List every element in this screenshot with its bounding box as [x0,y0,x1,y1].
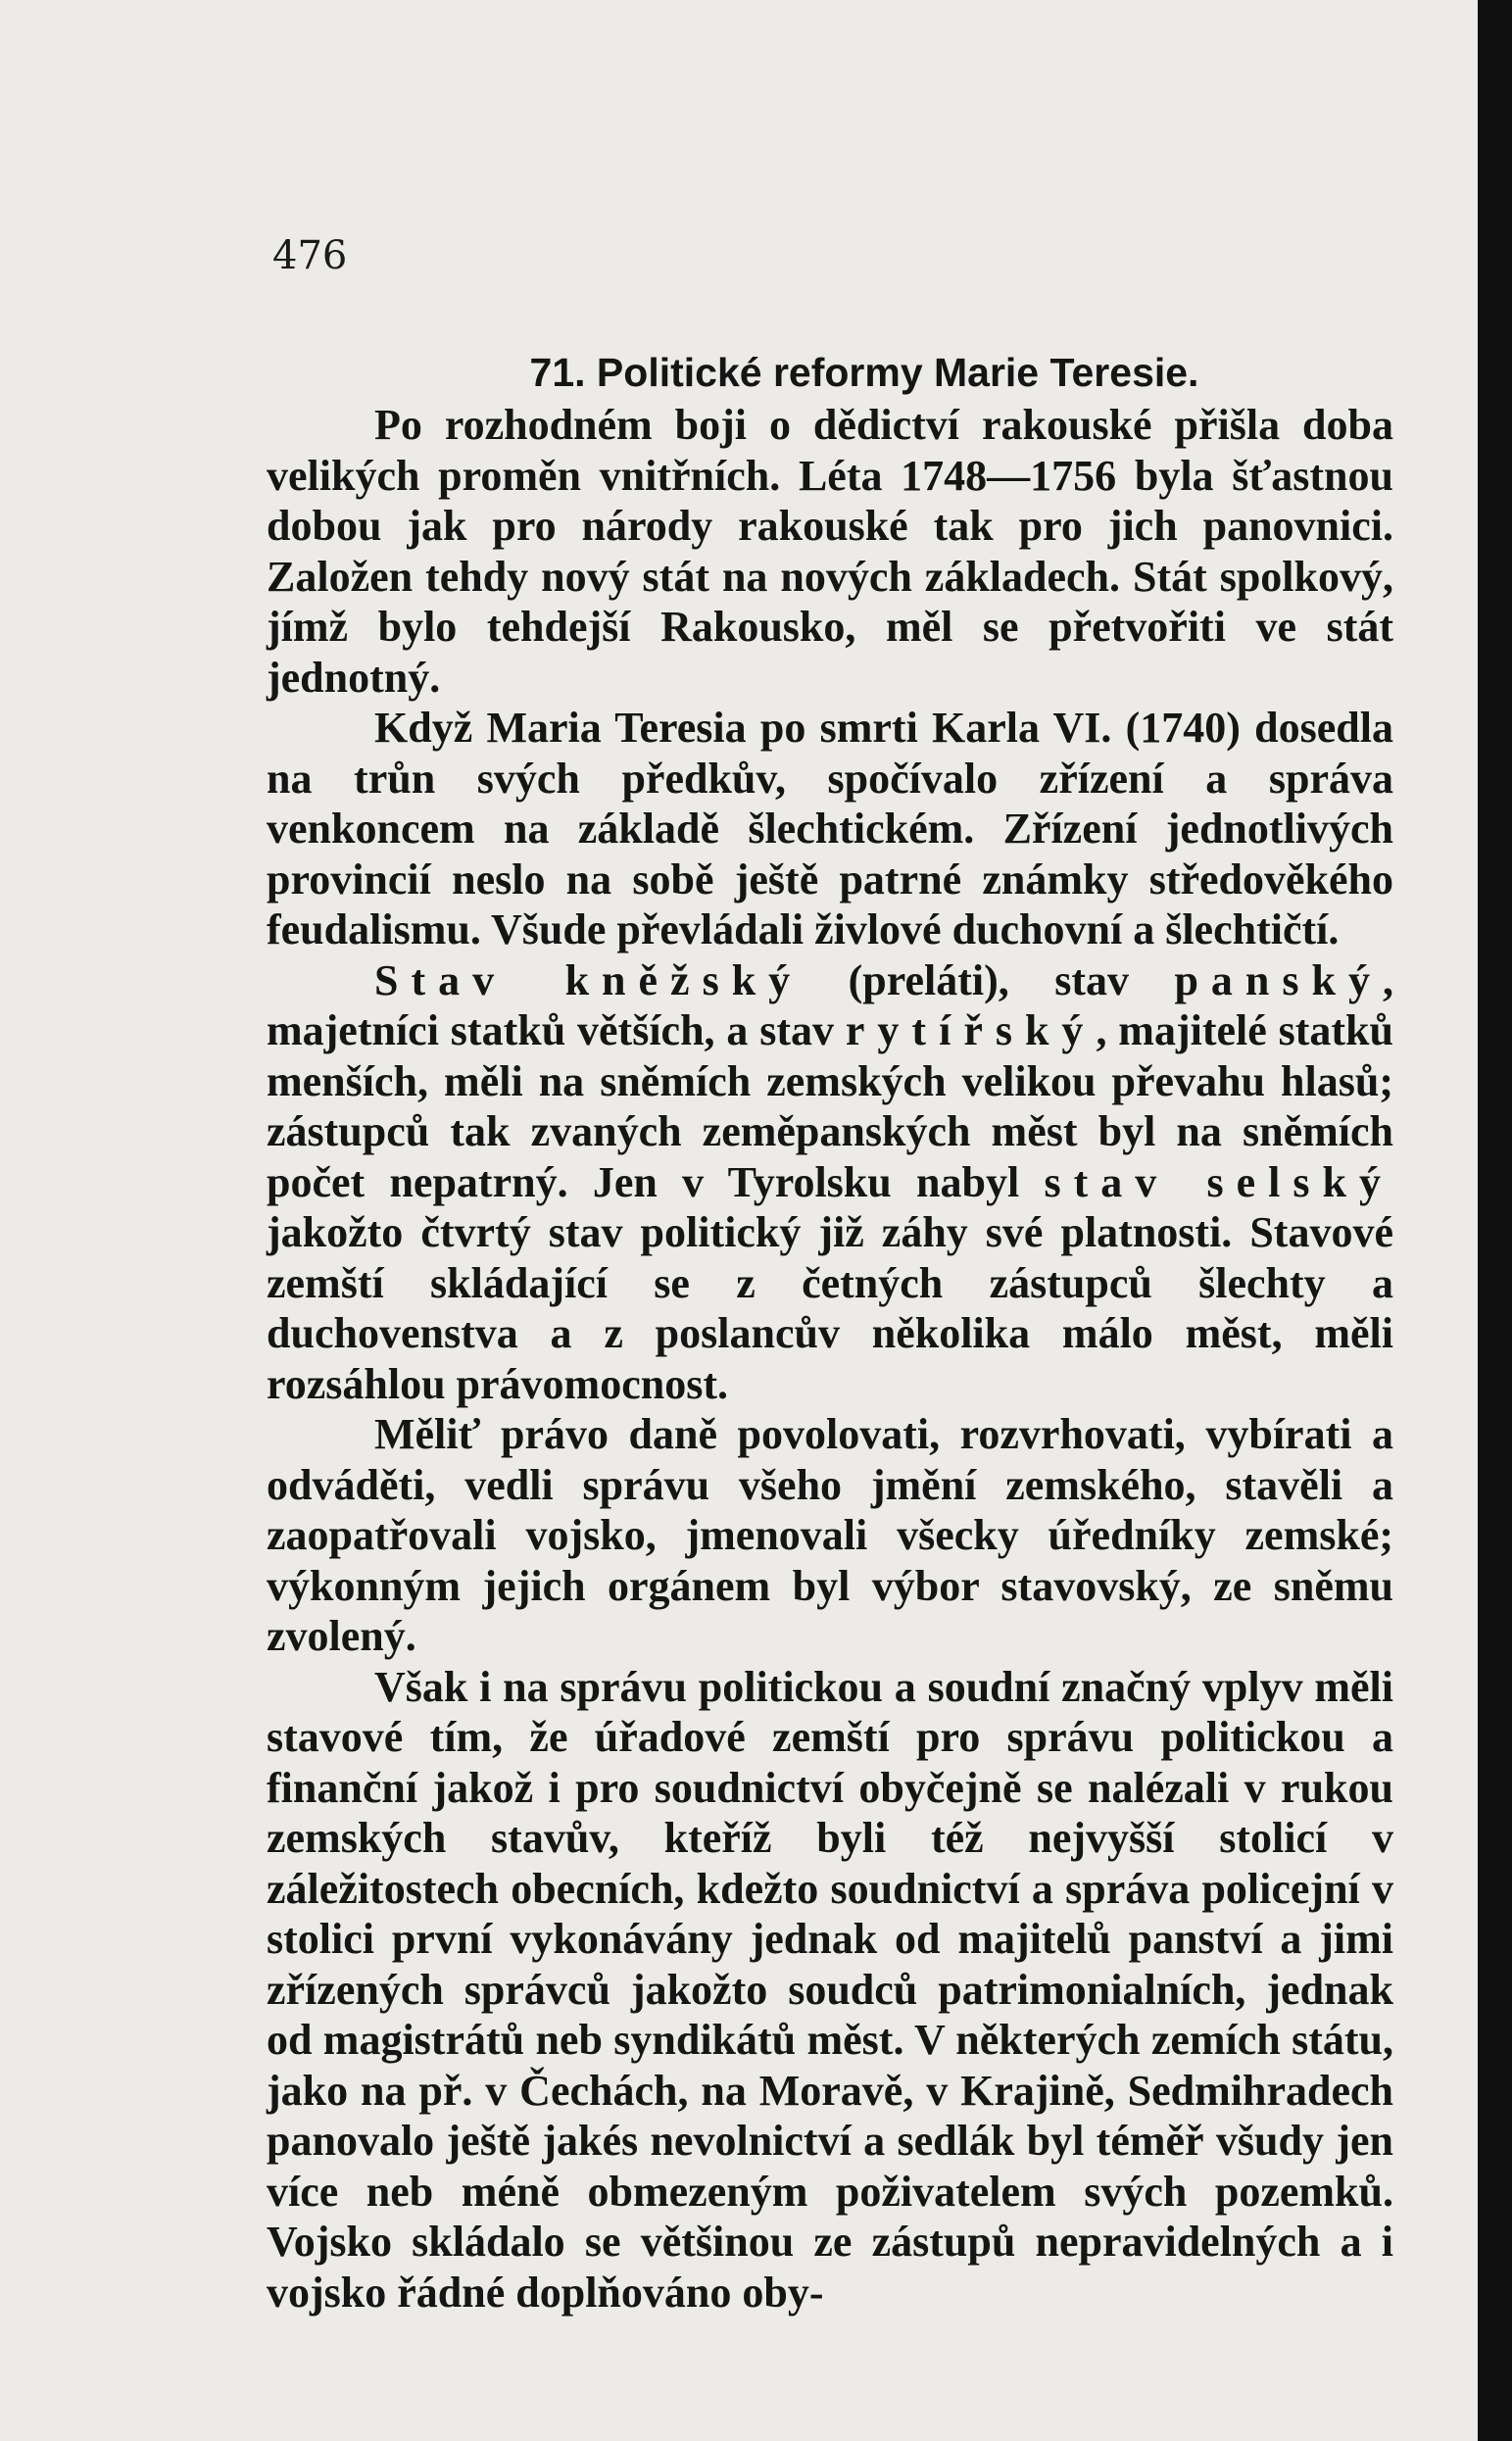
paragraph-3-text: , majetníci statků větších, a stav [267,955,1393,1054]
paragraph-3-text: (preláti), stav [803,955,1175,1004]
section-heading: 71. Politické reformy Marie Teresie. [529,350,1199,395]
emphasis-stav-selsky: stav selský [1044,1157,1393,1206]
page-number: 476 [272,233,348,278]
emphasis-stav-knezsky: Stav kněžský [374,955,804,1004]
paragraph-5: Však i na správu politickou a soudní značný vplyv měli stavové tím, že úřadové zemští pro správu politickou a finanční jakož i pro soudnictví obyčejně se nalézali v rukou zemských stavův, kteříž byli též nejvyšší stolicí v záležitostech obecních, kdežto soudnictví a správa policejní v stolici první vykonávány jednak od majitelů panství a jimi zřízených správců jakožto soudců patrimonialních, jednak od magistrátů neb syndikátů měst. V některých zemích státu, jako na př. v Čechách, na Moravě, v Krajině, Sedmihradech panovalo ještě jakés nevolnictví a sedlák byl téměř všudy jen více neb méně obmezeným poživatelem svých pozemků. Vojsko skládalo se většinou ze zástupů nepravidelných a i vojsko řádné doplňováno oby- [267,1662,1393,2317]
paragraph-4: Měliť právo daně povolovati, rozvrhovati, vybírati a odváděti, vedli správu všeho jmění zemského, stavěli a zaopatřovali vojsko, jmenovali všecky úředníky zemské; výkonným jejich orgánem byl výbor stavovský, ze sněmu zvolený. [267,1410,1393,1660]
paragraph-3-text: , majitelé statků menších, měli na sněmích zemských velikou převahu hlasů; zástupců tak zvaných zeměpanských měst byl na sněmích počet nepatrný. Jen v Tyrolsku nabyl [267,1006,1393,1206]
emphasis-pansky: panský [1174,955,1383,1004]
text-block [267,345,1393,2318]
paragraph-3-text: jakožto čtvrtý stav politický již záhy své platnosti. Stavové zemští skládající se z četných zástupců šlechty a duchovenstva a z poslancův několika málo měst, měli rozsáhlou právomocnost. [267,1208,1393,1408]
paragraph-3 [267,955,1393,1410]
paragraph-2: Když Maria Teresia po smrti Karla VI. (1740) dosedla na trůn svých předkův, spočívalo zřízení a správa venkoncem na základě šlechtickém. Zřízení jednotlivých provincií neslo na sobě ještě patrné známky středověkého feudalismu. Všude převládali živlové duchovní a šlechtičtí. [267,704,1393,953]
scan-dark-edge [1478,0,1512,2441]
emphasis-rytirsky: rytířský [845,1006,1097,1054]
paragraph-1: Po rozhodném boji o dědictví rakouské přišla doba velikých proměn vnitřních. Léta 1748—1756 byla šťastnou dobou jak pro národy rakouské tak pro jich panovnici. Založen tehdy nový stát na nových základech. Stát spolkový, jímž bylo tehdejší Rakousko, měl se přetvořiti ve stát jednotný. [267,401,1393,702]
